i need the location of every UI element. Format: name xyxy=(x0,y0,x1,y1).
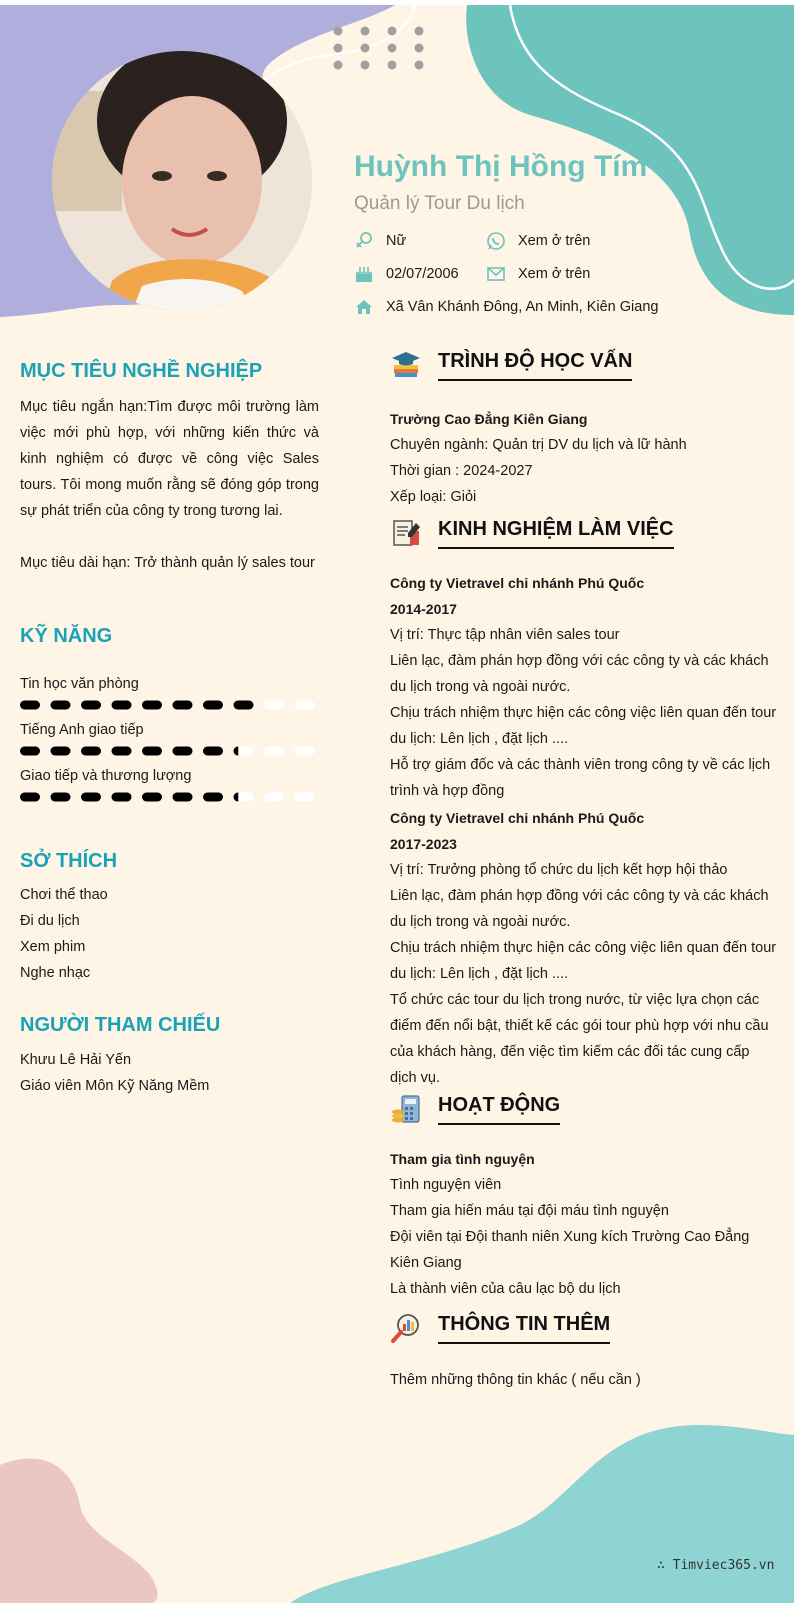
graduation-cap-icon xyxy=(390,349,422,381)
calculator-coins-icon xyxy=(390,1093,422,1125)
activity-title: Tham gia tình nguyện xyxy=(390,1151,535,1167)
experience-heading: KINH NGHIỆM LÀM VIỆC xyxy=(438,518,674,549)
education-heading: TRÌNH ĐỘ HỌC VẤN xyxy=(438,350,632,381)
dot-pattern xyxy=(334,27,424,70)
job-line: Vị trí: Thực tập nhân viên sales tour xyxy=(390,627,620,643)
magnifier-chart-icon xyxy=(390,1312,422,1344)
job-title: Quản lý Tour Du lịch xyxy=(354,193,525,214)
job-company: Công ty Vietravel chi nhánh Phú Quốc xyxy=(390,810,645,826)
skill-segment xyxy=(81,793,101,802)
gender-value: Nữ xyxy=(386,233,407,249)
job-company: Công ty Vietravel chi nhánh Phú Quốc xyxy=(390,575,645,591)
objective-short: Mục tiêu ngắn hạn:Tìm được môi trường làm việc mới phù hợp, với những kiến thức và kinh nghiệm có được về công việc Sales tours. Tôi mong muốn rằng sẽ đóng góp trong sự phát triển của công ty trong tương lai. xyxy=(20,399,319,519)
skill-segment xyxy=(51,747,71,756)
experience-job xyxy=(390,570,780,804)
experience-section-header xyxy=(390,517,674,549)
skill-segment xyxy=(51,793,71,802)
work-document-icon xyxy=(390,517,422,549)
phone-info xyxy=(486,231,590,251)
job-line: Chịu trách nhiệm thực hiện các công việc liên quan đến tour du lịch: Lên lịch , đặt lịch .... xyxy=(390,705,777,747)
job-line: Vị trí: Trưởng phòng tổ chức du lịch kết hợp hội thảo xyxy=(390,862,728,878)
skill-segment xyxy=(234,701,254,710)
job-line: Liên lạc, đàm phán hợp đồng với các công ty và các khách du lịch trong và ngoài nước. xyxy=(390,653,769,695)
phone-value: Xem ở trên xyxy=(518,233,591,249)
skill-bar xyxy=(20,791,319,803)
references-heading: NGƯỜI THAM CHIẾU xyxy=(20,1014,221,1036)
job-period: 2017-2023 xyxy=(390,836,457,852)
skill-segment xyxy=(264,701,284,710)
extra-text: Thêm những thông tin khác ( nếu cần ) xyxy=(390,1372,641,1388)
education-school: Trường Cao Đẳng Kiên Giang xyxy=(390,411,588,427)
skill-segment xyxy=(81,747,101,756)
skill-segment xyxy=(112,701,132,710)
activities-body xyxy=(390,1146,780,1302)
education-body xyxy=(390,406,780,510)
skill-segment xyxy=(264,793,284,802)
skill-segment xyxy=(20,701,40,710)
skill-segment xyxy=(112,793,132,802)
skill-segment xyxy=(142,793,162,802)
skill-segment xyxy=(142,747,162,756)
extra-heading: THÔNG TIN THÊM xyxy=(438,1313,610,1344)
skill-segment xyxy=(173,701,193,710)
job-line: Hỗ trợ giám đốc và các thành viên trong công ty về các lịch trình và hợp đồng xyxy=(390,757,771,799)
activities-section-header xyxy=(390,1093,560,1125)
education-line: Thời gian : 2024-2027 xyxy=(390,463,533,479)
skill-segment xyxy=(51,701,71,710)
gender-icon xyxy=(354,231,374,251)
skill-segment xyxy=(112,747,132,756)
address-value: Xã Vân Khánh Đông, An Minh, Kiên Giang xyxy=(386,299,659,315)
job-period: 2014-2017 xyxy=(390,601,457,617)
activity-line: Tham gia hiến máu tại đội máu tình nguyện xyxy=(390,1203,669,1219)
email-value: Xem ở trên xyxy=(518,266,591,282)
whatsapp-icon xyxy=(486,231,506,251)
job-line: Liên lạc, đàm phán hợp đồng với các công ty và các khách du lịch trong và ngoài nước. xyxy=(390,888,769,930)
address-info xyxy=(354,297,658,317)
hobby-item: Chơi thể thao xyxy=(20,887,108,903)
extra-section-header xyxy=(390,1312,610,1344)
objective-heading: MỤC TIÊU NGHỀ NGHIỆP xyxy=(20,360,263,382)
skill-segment xyxy=(203,701,223,710)
skill-segment xyxy=(20,747,40,756)
skill-segment xyxy=(203,793,223,802)
activity-line: Tình nguyện viên xyxy=(390,1177,502,1193)
education-section-header xyxy=(390,349,632,381)
job-line: Chịu trách nhiệm thực hiện các công việc liên quan đến tour du lịch: Lên lịch , đặt lịch .... xyxy=(390,940,777,982)
skill-segment xyxy=(295,701,315,710)
candidate-name: Huỳnh Thị Hồng Tím xyxy=(354,150,648,183)
skill-segment xyxy=(264,747,284,756)
email-info xyxy=(486,264,590,284)
hobby-item: Nghe nhạc xyxy=(20,965,91,981)
envelope-icon xyxy=(486,264,506,284)
education-line: Xếp loại: Giỏi xyxy=(390,489,477,505)
skill-name: Tiếng Anh giao tiếp xyxy=(20,722,144,738)
skill-name: Tin học văn phòng xyxy=(20,676,139,692)
hobby-item: Đi du lịch xyxy=(20,913,80,929)
brand-logo-text: Timviec365.vn xyxy=(672,1558,775,1573)
skill-segment xyxy=(295,793,315,802)
birthday-info xyxy=(354,264,459,284)
skill-name: Giao tiếp và thương lượng xyxy=(20,768,192,784)
home-icon xyxy=(354,297,374,317)
activities-heading: HOẠT ĐỘNG xyxy=(438,1094,560,1125)
education-line: Chuyên ngành: Quản trị DV du lịch và lữ hành xyxy=(390,437,687,453)
photo-placeholder xyxy=(52,51,312,311)
skill-bar xyxy=(20,745,319,757)
reference-role: Giáo viên Môn Kỹ Năng Mềm xyxy=(20,1078,210,1094)
skill-segment xyxy=(20,793,40,802)
skills-heading: KỸ NĂNG xyxy=(20,625,113,647)
experience-job xyxy=(390,805,780,1091)
brand-logo xyxy=(657,1558,774,1573)
skill-bar xyxy=(20,699,319,711)
reference-name: Khưu Lê Hải Yến xyxy=(20,1052,132,1068)
skill-segment xyxy=(295,747,315,756)
hobby-item: Xem phim xyxy=(20,939,86,955)
skill-segment xyxy=(142,701,162,710)
objective-long: Mục tiêu dài hạn: Trở thành quản lý sales tour xyxy=(20,555,315,571)
brand-logo-mark: ∴ xyxy=(657,1558,673,1573)
cake-icon xyxy=(354,264,374,284)
skill-segment xyxy=(203,747,223,756)
birthday-value: 02/07/2006 xyxy=(386,266,459,282)
cv-page xyxy=(0,5,794,1603)
hobbies-heading: SỞ THÍCH xyxy=(20,850,118,872)
activity-line: Là thành viên của câu lạc bộ du lịch xyxy=(390,1281,621,1297)
skill-segment xyxy=(81,701,101,710)
skill-segment xyxy=(173,793,193,802)
activity-line: Đội viên tại Đội thanh niên Xung kích Trường Cao Đẳng Kiên Giang xyxy=(390,1229,750,1271)
gender-info xyxy=(354,231,406,251)
skill-segment xyxy=(173,747,193,756)
profile-photo xyxy=(52,51,312,311)
job-line: Tổ chức các tour du lịch trong nước, từ việc lựa chọn các điểm đến nổi bật, thiết kế các gói tour phù hợp với nhu cầu của khách hàng, đến việc tìm kiếm các đối tác cung cấp dịch vụ. xyxy=(390,992,769,1086)
